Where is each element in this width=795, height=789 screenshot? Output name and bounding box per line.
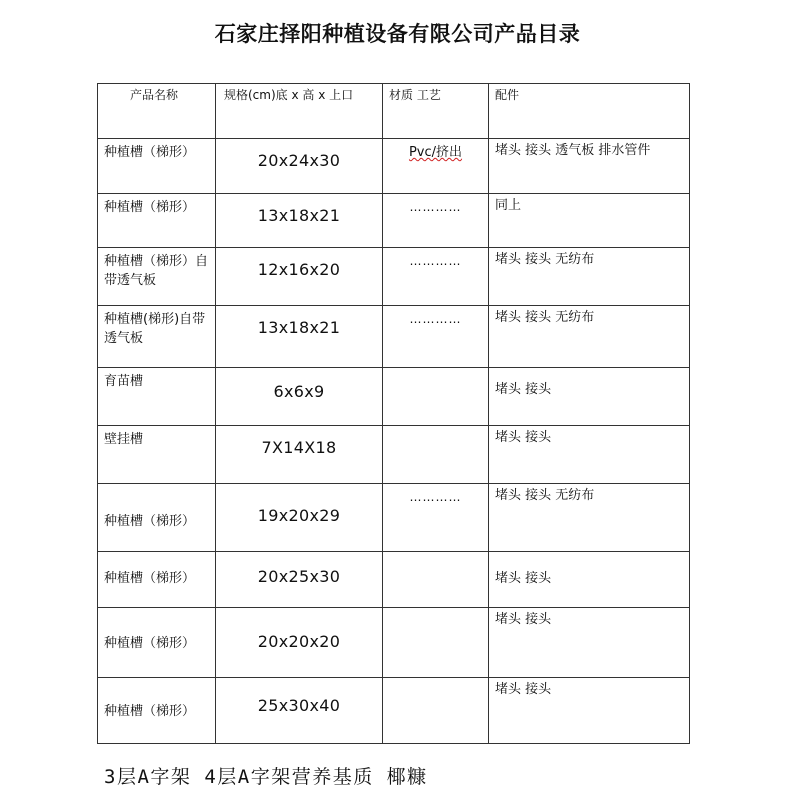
- product-accessories: 堵头 接头 无纺布: [489, 306, 690, 368]
- product-size: 6x6x9: [216, 368, 383, 426]
- product-name: 壁挂槽: [98, 426, 216, 484]
- product-size: 20x20x20: [216, 608, 383, 678]
- product-accessories: 堵头 接头: [489, 426, 690, 484]
- table-row: [98, 139, 690, 194]
- table-row: [98, 368, 690, 426]
- table-row: [98, 484, 690, 552]
- page-title: 石家庄择阳种植设备有限公司产品目录: [214, 21, 581, 46]
- header-accessories: 配件: [489, 84, 690, 139]
- product-material: …………: [383, 484, 489, 552]
- product-name: 种植槽（梯形）: [98, 678, 216, 744]
- product-accessories: 堵头 接头: [489, 552, 690, 608]
- product-accessories: 同上: [489, 194, 690, 248]
- product-name: 种植槽（梯形）: [98, 139, 216, 194]
- product-material: …………: [383, 248, 489, 306]
- product-name: 育苗槽: [98, 368, 216, 426]
- product-material: Pvc/挤出: [383, 139, 489, 194]
- product-size: 19x20x29: [216, 484, 383, 552]
- header-product-name: 产品名称: [98, 84, 216, 139]
- header-material: 材质 工艺: [383, 84, 489, 139]
- product-name: 种植槽（梯形）: [98, 608, 216, 678]
- product-accessories: 堵头 接头 无纺布: [489, 248, 690, 306]
- product-accessories: 堵头 接头 无纺布: [489, 484, 690, 552]
- table-row: [98, 608, 690, 678]
- table-row: [98, 248, 690, 306]
- product-size: 13x18x21: [216, 194, 383, 248]
- product-table: [97, 83, 690, 744]
- product-material: …………: [383, 306, 489, 368]
- header-spec: 规格(cm)底 x 高 x 上口: [216, 84, 383, 139]
- product-material: [383, 368, 489, 426]
- product-size: 7X14X18: [216, 426, 383, 484]
- table-row: [98, 306, 690, 368]
- table-row: [98, 678, 690, 744]
- table-row: [98, 426, 690, 484]
- product-size: 13x18x21: [216, 306, 383, 368]
- product-accessories: 堵头 接头: [489, 368, 690, 426]
- product-name: 种植槽（梯形）: [98, 552, 216, 608]
- product-size: 25x30x40: [216, 678, 383, 744]
- product-size: 20x24x30: [216, 139, 383, 194]
- product-accessories: 堵头 接头: [489, 678, 690, 744]
- product-name: 种植槽（梯形）自带透气板: [98, 248, 216, 306]
- table-row: [98, 194, 690, 248]
- product-material: [383, 608, 489, 678]
- table-header-row: [98, 84, 690, 139]
- product-size: 20x25x30: [216, 552, 383, 608]
- table-row: [98, 552, 690, 608]
- product-material: [383, 678, 489, 744]
- product-accessories: 堵头 接头 透气板 排水管件: [489, 139, 690, 194]
- product-size: 12x16x20: [216, 248, 383, 306]
- product-material: …………: [383, 194, 489, 248]
- product-name: 种植槽(梯形)自带透气板: [98, 306, 216, 368]
- footer-text: 3层A字架 4层A字架营养基质 椰糠: [104, 766, 428, 788]
- product-name: 种植槽（梯形）: [98, 484, 216, 552]
- product-material: [383, 552, 489, 608]
- product-accessories: 堵头 接头: [489, 608, 690, 678]
- product-name: 种植槽（梯形）: [98, 194, 216, 248]
- product-material: [383, 426, 489, 484]
